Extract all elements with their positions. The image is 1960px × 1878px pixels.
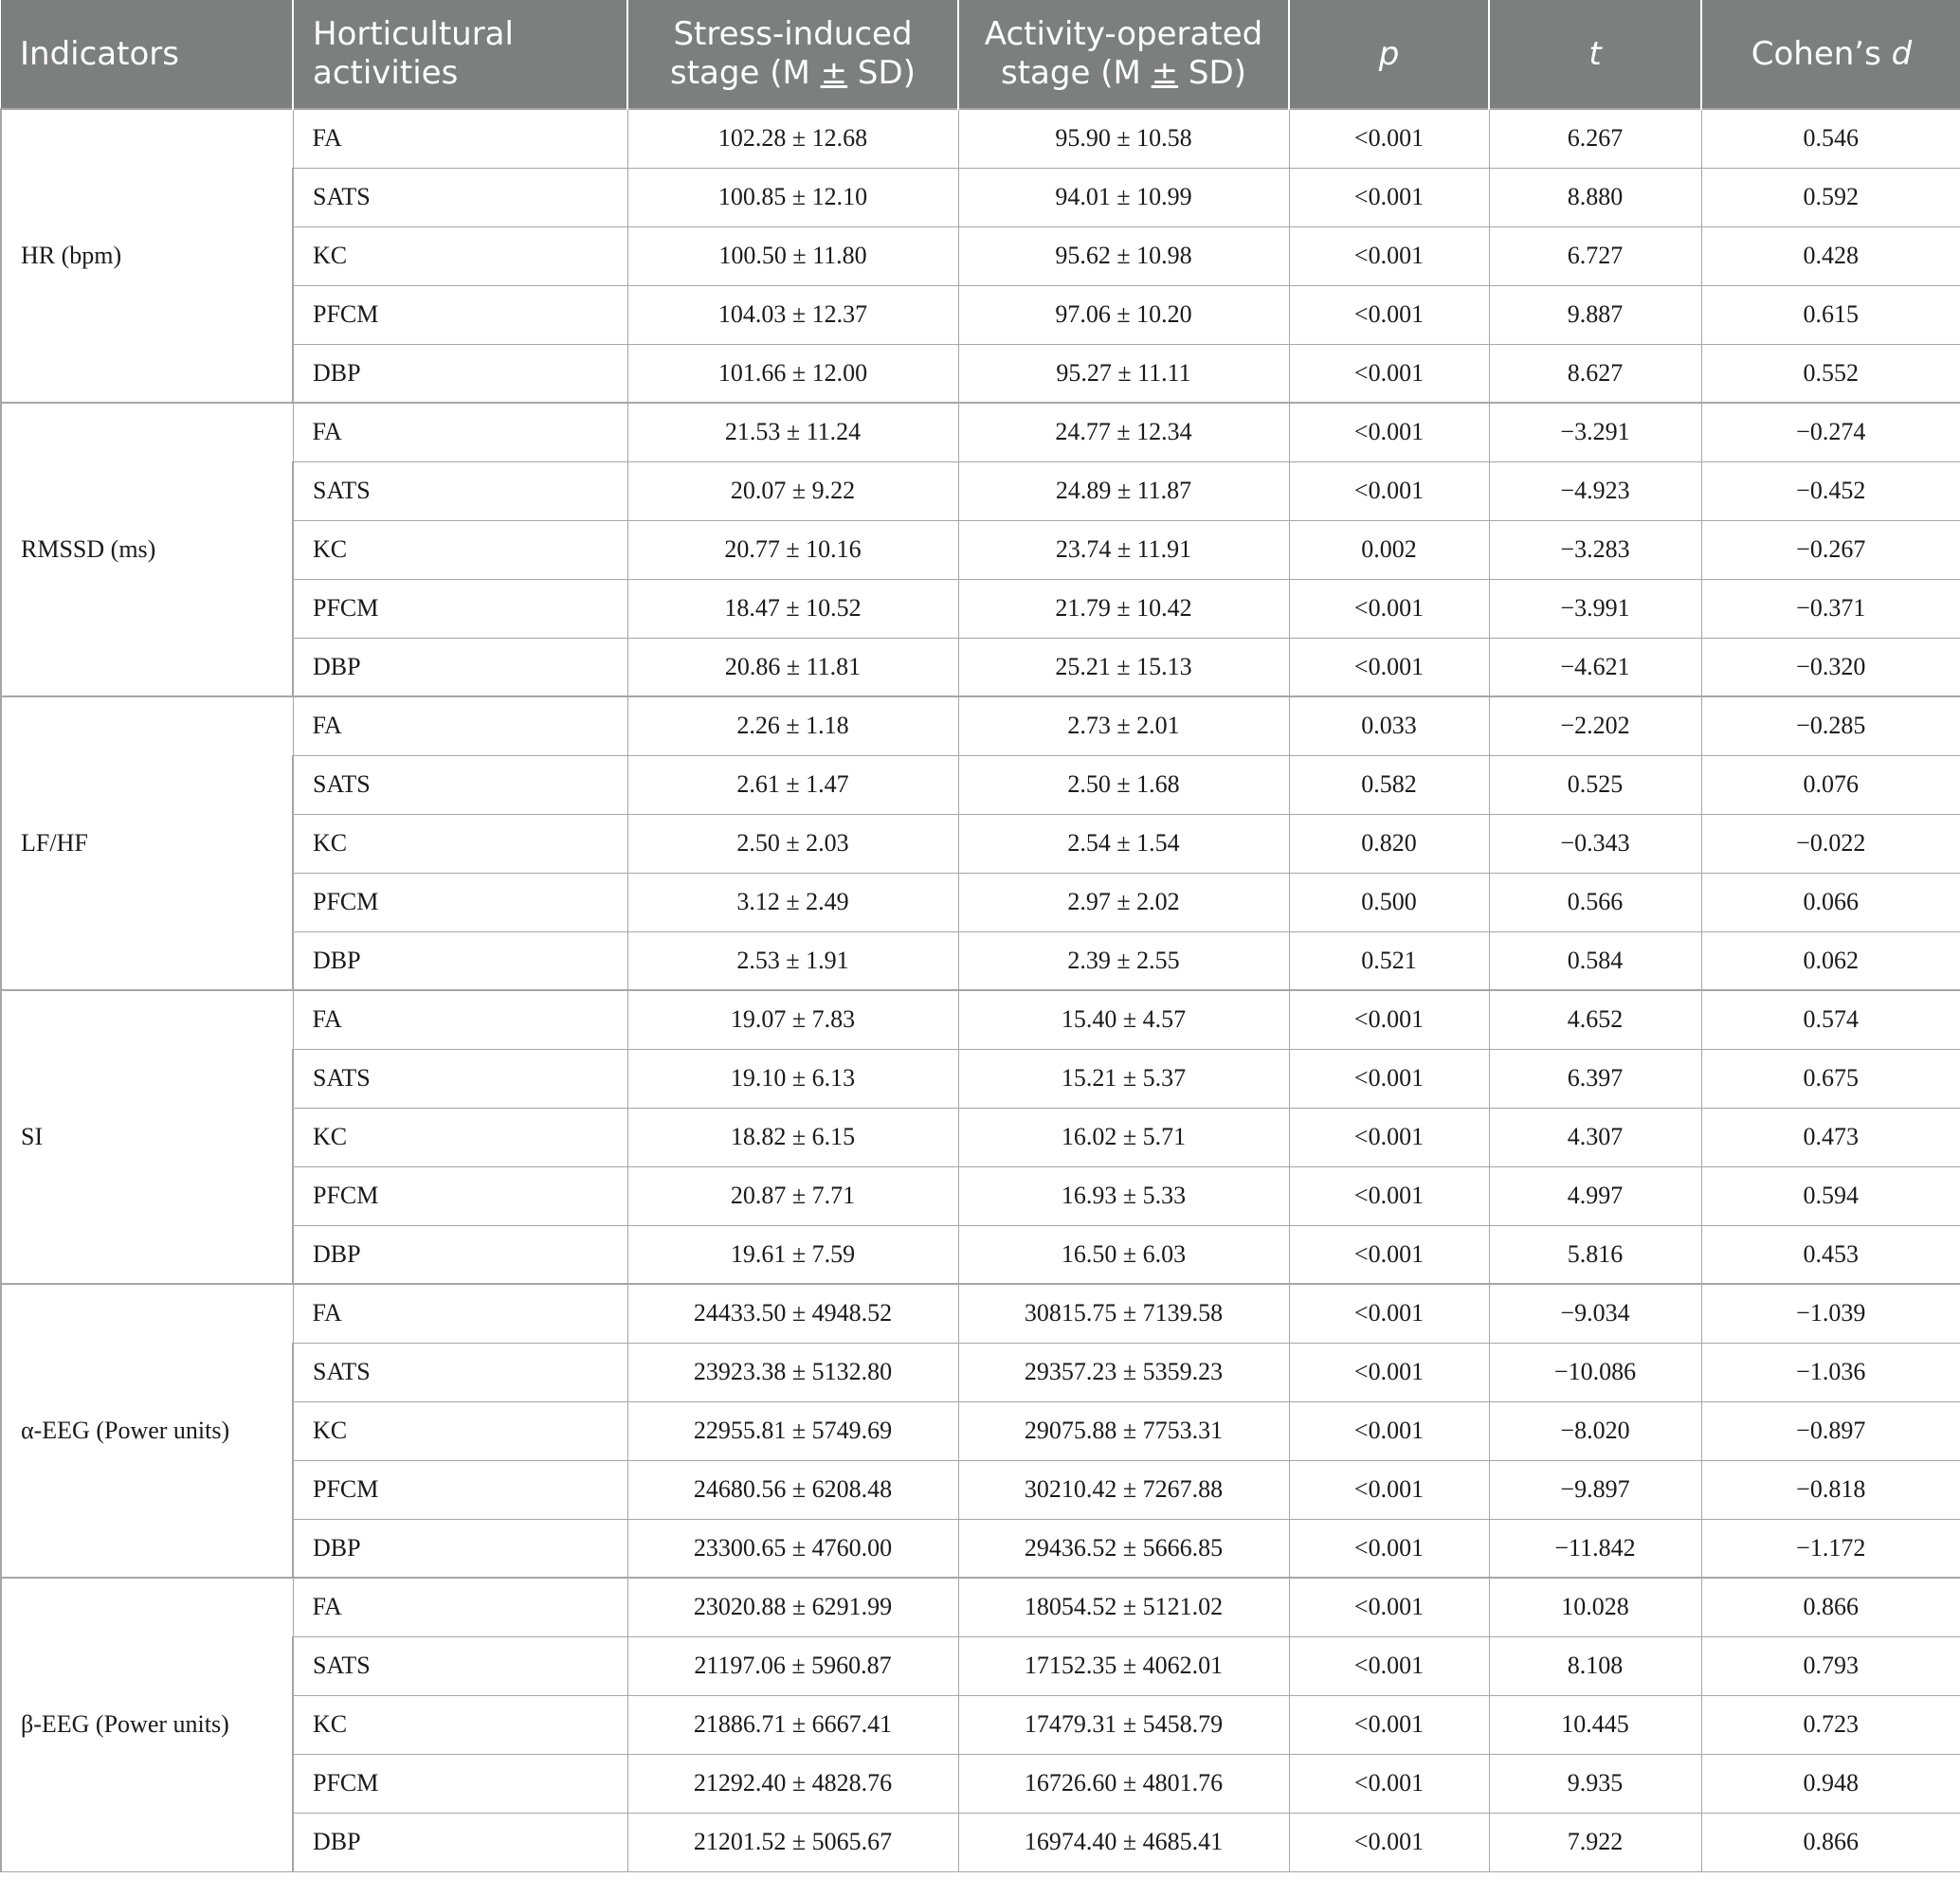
header-p-value bbox=[1289, 0, 1489, 109]
t-value-cell: −10.086 bbox=[1489, 1343, 1701, 1401]
activity-cell: FA bbox=[293, 403, 627, 461]
cohens-d-cell: −0.285 bbox=[1701, 696, 1960, 755]
table-row bbox=[1, 1225, 1960, 1284]
p-value-cell: <0.001 bbox=[1289, 285, 1489, 344]
header-indicators bbox=[1, 0, 293, 109]
p-value-cell: <0.001 bbox=[1289, 579, 1489, 638]
table-row bbox=[1, 1636, 1960, 1695]
activity-cell: KC bbox=[293, 1401, 627, 1460]
p-value-cell: <0.001 bbox=[1289, 638, 1489, 696]
p-value-cell: <0.001 bbox=[1289, 1401, 1489, 1460]
cohens-d-cell: 0.453 bbox=[1701, 1225, 1960, 1284]
t-value-cell: 10.445 bbox=[1489, 1695, 1701, 1754]
activity-cell: PFCM bbox=[293, 1166, 627, 1225]
stress-stage-cell: 2.53 ± 1.91 bbox=[627, 931, 958, 990]
table-row bbox=[1, 696, 1960, 755]
table-row bbox=[1, 1343, 1960, 1401]
table-row bbox=[1, 461, 1960, 520]
t-value-cell: −3.991 bbox=[1489, 579, 1701, 638]
stress-stage-cell: 24433.50 ± 4948.52 bbox=[627, 1284, 958, 1343]
t-value-cell: −2.202 bbox=[1489, 696, 1701, 755]
header-horticultural-activities bbox=[293, 0, 627, 109]
stress-stage-cell: 20.07 ± 9.22 bbox=[627, 461, 958, 520]
stress-stage-cell: 19.10 ± 6.13 bbox=[627, 1049, 958, 1108]
p-value-cell: 0.521 bbox=[1289, 931, 1489, 990]
stress-stage-cell: 18.82 ± 6.15 bbox=[627, 1108, 958, 1166]
cohens-d-cell: 0.066 bbox=[1701, 873, 1960, 931]
cohens-d-cell: 0.473 bbox=[1701, 1108, 1960, 1166]
p-value-cell: <0.001 bbox=[1289, 461, 1489, 520]
t-value-cell: 0.566 bbox=[1489, 873, 1701, 931]
stress-stage-cell: 2.61 ± 1.47 bbox=[627, 755, 958, 814]
header-indicators-label: Indicators bbox=[20, 34, 179, 73]
p-value-cell: <0.001 bbox=[1289, 1519, 1489, 1578]
p-value-cell: <0.001 bbox=[1289, 1578, 1489, 1636]
stress-stage-cell: 100.50 ± 11.80 bbox=[627, 226, 958, 285]
activity-cell: KC bbox=[293, 1108, 627, 1166]
stress-stage-cell: 2.50 ± 2.03 bbox=[627, 814, 958, 873]
t-value-cell: 4.307 bbox=[1489, 1108, 1701, 1166]
p-value-cell: <0.001 bbox=[1289, 168, 1489, 226]
indicator-cell: β-EEG (Power units) bbox=[1, 1578, 293, 1871]
t-value-cell: −3.291 bbox=[1489, 403, 1701, 461]
stress-stage-cell: 19.07 ± 7.83 bbox=[627, 990, 958, 1049]
activity-cell: SATS bbox=[293, 1049, 627, 1108]
activity-stage-cell: 97.06 ± 10.20 bbox=[958, 285, 1289, 344]
table-row bbox=[1, 931, 1960, 990]
cohens-d-cell: −0.897 bbox=[1701, 1401, 1960, 1460]
stress-stage-cell: 100.85 ± 12.10 bbox=[627, 168, 958, 226]
p-value-cell: 0.500 bbox=[1289, 873, 1489, 931]
indicator-cell: HR (bpm) bbox=[1, 109, 293, 403]
cohens-d-cell: −1.172 bbox=[1701, 1519, 1960, 1578]
stress-stage-cell: 21886.71 ± 6667.41 bbox=[627, 1695, 958, 1754]
activity-stage-cell: 25.21 ± 15.13 bbox=[958, 638, 1289, 696]
cohens-d-cell: 0.675 bbox=[1701, 1049, 1960, 1108]
t-value-cell: 0.584 bbox=[1489, 931, 1701, 990]
table-row bbox=[1, 168, 1960, 226]
table-row bbox=[1, 579, 1960, 638]
activity-cell: KC bbox=[293, 520, 627, 579]
t-value-cell: 8.880 bbox=[1489, 168, 1701, 226]
plus-minus-symbol: ± bbox=[1151, 54, 1179, 92]
t-value-cell: −0.343 bbox=[1489, 814, 1701, 873]
cohens-d-cell: 0.866 bbox=[1701, 1578, 1960, 1636]
cohens-d-cell: −1.036 bbox=[1701, 1343, 1960, 1401]
indicator-cell: RMSSD (ms) bbox=[1, 403, 293, 696]
t-value-cell: −11.842 bbox=[1489, 1519, 1701, 1578]
stress-stage-cell: 18.47 ± 10.52 bbox=[627, 579, 958, 638]
t-value-cell: 8.108 bbox=[1489, 1636, 1701, 1695]
stress-stage-cell: 101.66 ± 12.00 bbox=[627, 344, 958, 403]
p-value-cell: <0.001 bbox=[1289, 1636, 1489, 1695]
p-value-cell: <0.001 bbox=[1289, 344, 1489, 403]
p-value-cell: <0.001 bbox=[1289, 1754, 1489, 1813]
table-row bbox=[1, 1108, 1960, 1166]
cohens-d-cell: 0.592 bbox=[1701, 168, 1960, 226]
activity-cell: PFCM bbox=[293, 285, 627, 344]
t-value-cell: −4.923 bbox=[1489, 461, 1701, 520]
activity-stage-cell: 94.01 ± 10.99 bbox=[958, 168, 1289, 226]
stress-stage-cell: 20.87 ± 7.71 bbox=[627, 1166, 958, 1225]
activity-cell: FA bbox=[293, 990, 627, 1049]
stress-stage-cell: 23020.88 ± 6291.99 bbox=[627, 1578, 958, 1636]
table-body bbox=[1, 109, 1960, 1871]
activity-stage-cell: 17152.35 ± 4062.01 bbox=[958, 1636, 1289, 1695]
activity-stage-cell: 30815.75 ± 7139.58 bbox=[958, 1284, 1289, 1343]
stress-stage-cell: 22955.81 ± 5749.69 bbox=[627, 1401, 958, 1460]
table-row bbox=[1, 1754, 1960, 1813]
p-value-cell: <0.001 bbox=[1289, 1225, 1489, 1284]
stress-stage-cell: 102.28 ± 12.68 bbox=[627, 109, 958, 168]
p-value-cell: <0.001 bbox=[1289, 1460, 1489, 1519]
t-value-cell: 6.397 bbox=[1489, 1049, 1701, 1108]
t-value-cell: −4.621 bbox=[1489, 638, 1701, 696]
cohens-d-cell: 0.594 bbox=[1701, 1166, 1960, 1225]
t-value-cell: −3.283 bbox=[1489, 520, 1701, 579]
activity-stage-cell: 16.93 ± 5.33 bbox=[958, 1166, 1289, 1225]
stress-stage-cell: 19.61 ± 7.59 bbox=[627, 1225, 958, 1284]
stress-stage-cell: 21201.52 ± 5065.67 bbox=[627, 1813, 958, 1871]
stress-stage-cell: 20.77 ± 10.16 bbox=[627, 520, 958, 579]
table-row bbox=[1, 873, 1960, 931]
activity-cell: SATS bbox=[293, 168, 627, 226]
t-value-cell: −9.034 bbox=[1489, 1284, 1701, 1343]
t-value-cell: −8.020 bbox=[1489, 1401, 1701, 1460]
activity-cell: KC bbox=[293, 814, 627, 873]
stress-stage-cell: 20.86 ± 11.81 bbox=[627, 638, 958, 696]
activity-cell: FA bbox=[293, 1578, 627, 1636]
header-stress-line1: Stress-induced bbox=[673, 15, 913, 53]
header-stress-line2-post: SD) bbox=[847, 54, 916, 92]
header-row bbox=[1, 0, 1960, 109]
cohens-d-cell: 0.574 bbox=[1701, 990, 1960, 1049]
t-value-cell: 6.727 bbox=[1489, 226, 1701, 285]
table-row bbox=[1, 1578, 1960, 1636]
table-row bbox=[1, 520, 1960, 579]
p-value-cell: <0.001 bbox=[1289, 1343, 1489, 1401]
p-value-cell: <0.001 bbox=[1289, 226, 1489, 285]
cohens-d-cell: 0.866 bbox=[1701, 1813, 1960, 1871]
table-row bbox=[1, 1166, 1960, 1225]
activity-stage-cell: 17479.31 ± 5458.79 bbox=[958, 1695, 1289, 1754]
stress-stage-cell: 21197.06 ± 5960.87 bbox=[627, 1636, 958, 1695]
table-row bbox=[1, 1401, 1960, 1460]
table-row bbox=[1, 226, 1960, 285]
header-cohens-d bbox=[1701, 0, 1960, 109]
p-value-cell: <0.001 bbox=[1289, 109, 1489, 168]
cohens-d-cell: −0.320 bbox=[1701, 638, 1960, 696]
stress-stage-cell: 23300.65 ± 4760.00 bbox=[627, 1519, 958, 1578]
p-value-cell: 0.582 bbox=[1289, 755, 1489, 814]
cohens-d-cell: −0.022 bbox=[1701, 814, 1960, 873]
activity-stage-cell: 16.50 ± 6.03 bbox=[958, 1225, 1289, 1284]
activity-stage-cell: 24.89 ± 11.87 bbox=[958, 461, 1289, 520]
table-row bbox=[1, 1695, 1960, 1754]
indicator-cell: SI bbox=[1, 990, 293, 1284]
activity-cell: SATS bbox=[293, 461, 627, 520]
p-value-cell: <0.001 bbox=[1289, 403, 1489, 461]
header-t-value bbox=[1489, 0, 1701, 109]
header-activity-line2-pre: stage (M bbox=[1001, 54, 1152, 92]
activity-stage-cell: 23.74 ± 11.91 bbox=[958, 520, 1289, 579]
activity-stage-cell: 2.73 ± 2.01 bbox=[958, 696, 1289, 755]
activity-cell: KC bbox=[293, 226, 627, 285]
table-header bbox=[1, 0, 1960, 109]
p-value-cell: <0.001 bbox=[1289, 1166, 1489, 1225]
p-value-cell: <0.001 bbox=[1289, 1813, 1489, 1871]
table-row bbox=[1, 814, 1960, 873]
plus-minus-symbol: ± bbox=[820, 54, 848, 92]
activity-stage-cell: 29436.52 ± 5666.85 bbox=[958, 1519, 1289, 1578]
activity-cell: SATS bbox=[293, 1343, 627, 1401]
activity-cell: SATS bbox=[293, 1636, 627, 1695]
activity-stage-cell: 29075.88 ± 7753.31 bbox=[958, 1401, 1289, 1460]
table-row bbox=[1, 1519, 1960, 1578]
activity-stage-cell: 15.21 ± 5.37 bbox=[958, 1049, 1289, 1108]
activity-cell: PFCM bbox=[293, 1460, 627, 1519]
activity-stage-cell: 18054.52 ± 5121.02 bbox=[958, 1578, 1289, 1636]
header-activities-line2: activities bbox=[313, 54, 459, 92]
activity-cell: DBP bbox=[293, 1813, 627, 1871]
activity-stage-cell: 95.90 ± 10.58 bbox=[958, 109, 1289, 168]
activity-cell: KC bbox=[293, 1695, 627, 1754]
stress-stage-cell: 3.12 ± 2.49 bbox=[627, 873, 958, 931]
activity-cell: DBP bbox=[293, 931, 627, 990]
table-row bbox=[1, 990, 1960, 1049]
table-row bbox=[1, 109, 1960, 168]
activity-cell: PFCM bbox=[293, 873, 627, 931]
p-value-cell: <0.001 bbox=[1289, 1049, 1489, 1108]
p-value-cell: <0.001 bbox=[1289, 1108, 1489, 1166]
t-value-cell: 4.652 bbox=[1489, 990, 1701, 1049]
t-value-cell: 5.816 bbox=[1489, 1225, 1701, 1284]
indicator-cell: LF/HF bbox=[1, 696, 293, 990]
cohens-d-cell: −0.274 bbox=[1701, 403, 1960, 461]
table-row bbox=[1, 1049, 1960, 1108]
activity-cell: FA bbox=[293, 1284, 627, 1343]
activity-cell: FA bbox=[293, 109, 627, 168]
activity-stage-cell: 24.77 ± 12.34 bbox=[958, 403, 1289, 461]
t-value-cell: 0.525 bbox=[1489, 755, 1701, 814]
activity-stage-cell: 16974.40 ± 4685.41 bbox=[958, 1813, 1289, 1871]
indicator-cell: α-EEG (Power units) bbox=[1, 1284, 293, 1578]
t-value-cell: 8.627 bbox=[1489, 344, 1701, 403]
activity-stage-cell: 95.27 ± 11.11 bbox=[958, 344, 1289, 403]
table-row bbox=[1, 1284, 1960, 1343]
table-row bbox=[1, 755, 1960, 814]
table-row bbox=[1, 1813, 1960, 1871]
p-value-cell: <0.001 bbox=[1289, 990, 1489, 1049]
header-activity-line1: Activity-operated bbox=[984, 15, 1263, 53]
activity-cell: PFCM bbox=[293, 579, 627, 638]
cohens-d-cell: −0.452 bbox=[1701, 461, 1960, 520]
table-row bbox=[1, 1460, 1960, 1519]
p-value-cell: <0.001 bbox=[1289, 1284, 1489, 1343]
table-row bbox=[1, 285, 1960, 344]
table-row bbox=[1, 403, 1960, 461]
t-value-cell: 9.935 bbox=[1489, 1754, 1701, 1813]
t-value-cell: −9.897 bbox=[1489, 1460, 1701, 1519]
activity-stage-cell: 29357.23 ± 5359.23 bbox=[958, 1343, 1289, 1401]
cohens-d-cell: 0.793 bbox=[1701, 1636, 1960, 1695]
cohens-d-cell: 0.552 bbox=[1701, 344, 1960, 403]
activity-cell: DBP bbox=[293, 638, 627, 696]
t-value-cell: 6.267 bbox=[1489, 109, 1701, 168]
cohens-d-cell: 0.428 bbox=[1701, 226, 1960, 285]
activity-stage-cell: 2.39 ± 2.55 bbox=[958, 931, 1289, 990]
stress-stage-cell: 2.26 ± 1.18 bbox=[627, 696, 958, 755]
p-value-cell: 0.002 bbox=[1289, 520, 1489, 579]
header-t-label: t bbox=[1588, 34, 1602, 73]
header-stress-line2-pre: stage (M bbox=[670, 54, 821, 92]
t-value-cell: 10.028 bbox=[1489, 1578, 1701, 1636]
activity-stage-cell: 30210.42 ± 7267.88 bbox=[958, 1460, 1289, 1519]
p-value-cell: <0.001 bbox=[1289, 1695, 1489, 1754]
activity-stage-cell: 2.97 ± 2.02 bbox=[958, 873, 1289, 931]
header-cohens-d-letter: d bbox=[1891, 34, 1913, 73]
table-row bbox=[1, 344, 1960, 403]
activity-stage-cell: 2.54 ± 1.54 bbox=[958, 814, 1289, 873]
p-value-cell: 0.820 bbox=[1289, 814, 1489, 873]
cohens-d-cell: 0.076 bbox=[1701, 755, 1960, 814]
header-activities-line1: Horticultural bbox=[313, 15, 514, 53]
header-activity-operated-stage bbox=[958, 0, 1289, 109]
activity-cell: DBP bbox=[293, 1225, 627, 1284]
stress-stage-cell: 21292.40 ± 4828.76 bbox=[627, 1754, 958, 1813]
table-row bbox=[1, 638, 1960, 696]
cohens-d-cell: −0.371 bbox=[1701, 579, 1960, 638]
header-stress-induced-stage bbox=[627, 0, 958, 109]
header-activity-line2-post: SD) bbox=[1178, 54, 1246, 92]
cohens-d-cell: −0.818 bbox=[1701, 1460, 1960, 1519]
activity-stage-cell: 16.02 ± 5.71 bbox=[958, 1108, 1289, 1166]
stress-stage-cell: 104.03 ± 12.37 bbox=[627, 285, 958, 344]
activity-cell: DBP bbox=[293, 344, 627, 403]
cohens-d-cell: −0.267 bbox=[1701, 520, 1960, 579]
header-cohens-prefix: Cohen’s bbox=[1751, 34, 1892, 73]
activity-stage-cell: 21.79 ± 10.42 bbox=[958, 579, 1289, 638]
header-p-label: p bbox=[1378, 34, 1400, 73]
cohens-d-cell: 0.615 bbox=[1701, 285, 1960, 344]
t-value-cell: 4.997 bbox=[1489, 1166, 1701, 1225]
cohens-d-cell: 0.948 bbox=[1701, 1754, 1960, 1813]
cohens-d-cell: 0.723 bbox=[1701, 1695, 1960, 1754]
cohens-d-cell: 0.546 bbox=[1701, 109, 1960, 168]
activity-stage-cell: 95.62 ± 10.98 bbox=[958, 226, 1289, 285]
t-value-cell: 9.887 bbox=[1489, 285, 1701, 344]
activity-cell: DBP bbox=[293, 1519, 627, 1578]
t-value-cell: 7.922 bbox=[1489, 1813, 1701, 1871]
activity-stage-cell: 16726.60 ± 4801.76 bbox=[958, 1754, 1289, 1813]
stress-stage-cell: 24680.56 ± 6208.48 bbox=[627, 1460, 958, 1519]
cohens-d-cell: 0.062 bbox=[1701, 931, 1960, 990]
activity-stage-cell: 15.40 ± 4.57 bbox=[958, 990, 1289, 1049]
stress-stage-cell: 21.53 ± 11.24 bbox=[627, 403, 958, 461]
p-value-cell: 0.033 bbox=[1289, 696, 1489, 755]
activity-cell: SATS bbox=[293, 755, 627, 814]
cohens-d-cell: −1.039 bbox=[1701, 1284, 1960, 1343]
activity-cell: FA bbox=[293, 696, 627, 755]
activity-cell: PFCM bbox=[293, 1754, 627, 1813]
activity-stage-cell: 2.50 ± 1.68 bbox=[958, 755, 1289, 814]
stress-stage-cell: 23923.38 ± 5132.80 bbox=[627, 1343, 958, 1401]
